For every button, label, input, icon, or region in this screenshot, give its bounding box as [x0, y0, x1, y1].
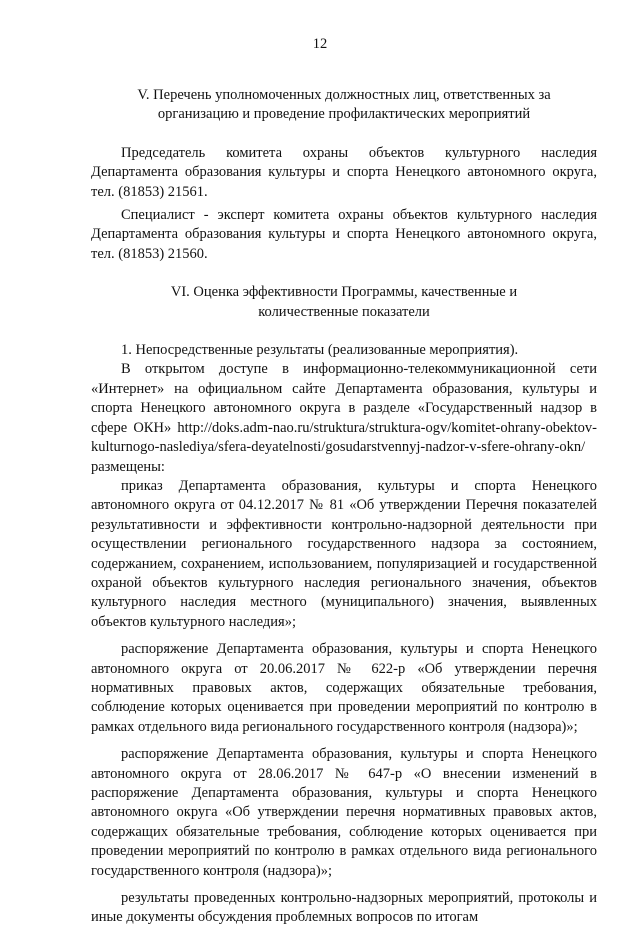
- document-inspection-results: результаты проведенных контрольно-надзорных мероприятий, протоколы и иные документы обсуждения проблемных вопросов по итогам: [91, 890, 597, 926]
- section-6: [91, 283, 597, 928]
- document-order-647r: распоряжение Департамента образования, культуры и спорта Ненецкого автономного округа от 28.06.2017 № 647-р «О внесении изменений в распоряжение Департамента образования, культуры и спорта Ненецкого автономного округа «Об утверждении перечня нормативных правовых актов, содержащих обязательные требования, соблюдение которых оценивается при проведении мероприятий по контролю в рамках отдельного вида регионального государственного контроля (надзора)»;: [91, 746, 597, 879]
- intro-tail: размещены:: [91, 458, 165, 475]
- official-specialist: Специалист - эксперт комитета охраны объектов культурного наследия Департамента образования культуры и спорта Ненецкого автономного округа, тел. (81853) 21560.: [91, 207, 597, 262]
- section-5: [91, 86, 597, 264]
- intro-text: В открытом доступе в информационно-телекоммуникационной сети «Интернет» на официальном сайте Департамента образования, культуры и спорта Ненецкого автономного округа в разделе «Государственный надзор в сфере ОКН»: [91, 361, 597, 436]
- section-6-title-line-2: количественные показатели: [258, 303, 430, 320]
- document-order-622r: распоряжение Департамента образования, культуры и спорта Ненецкого автономного округа от 20.06.2017 № 622-р «Об утверждении перечня нормативных правовых актов, содержащих обязательные требования, соблюдение которых оценивается при проведении мероприятий по контролю в рамках отдельного вида регионального государственного контроля (надзора)»;: [91, 641, 597, 735]
- section-5-title-line-1: V. Перечень уполномоченных должностных лиц, ответственных за: [137, 87, 551, 103]
- section-6-title-line-1: VI. Оценка эффективности Программы, качественные и: [170, 284, 518, 301]
- document-body: [91, 86, 597, 928]
- section-5-title-line-2: организацию и проведение профилактических мероприятий: [157, 106, 531, 123]
- intro-url: http://doks.adm-nao.ru/struktura/struktura-ogv/komitet-ohrany-obektov-kulturnogo-naslediya/sfera-deyatelnosti/gosudarstvennyj-nadzor-v-sfere-ohrany-okn/: [91, 419, 598, 456]
- item-1-heading: 1. Непосредственные результаты (реализованные мероприятия).: [121, 342, 519, 359]
- intro-paragraph: [91, 360, 597, 476]
- document-order-81: приказ Департамента образования, культуры и спорта Ненецкого автономного округа от 04.12.2017 № 81 «Об утверждении Перечня показателей результативности и эффективности контрольно-надзорной деятельности при осуществлении регионального государственного надзора за состоянием, содержанием, сохранением, использованием, популяризацией и государственной охраной объектов культурного наследия регионального значения, объектов культурного наследия местного (муниципального) значения, выявленных объектов культурного наследия»;: [91, 477, 597, 630]
- official-chairman: Председатель комитета охраны объектов культурного наследия Департамента образования культуры и спорта Ненецкого автономного округа, тел. (81853) 21561.: [91, 144, 597, 200]
- page-number: 12: [312, 36, 328, 52]
